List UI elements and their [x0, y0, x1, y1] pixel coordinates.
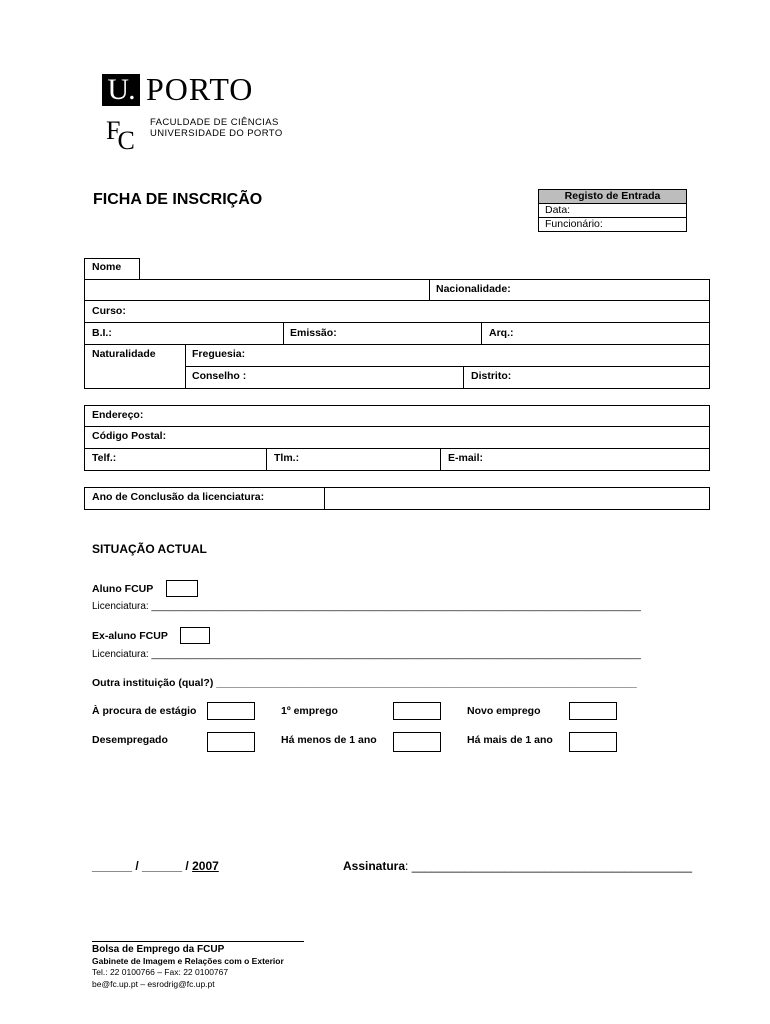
endereco-label: Endereço: [92, 409, 144, 421]
nome-label: Nome [92, 261, 122, 273]
conselho-label: Conselho : [192, 370, 247, 382]
email-label: E-mail: [448, 452, 484, 464]
desempregado-checkbox[interactable] [207, 732, 255, 752]
date-line[interactable] [92, 859, 219, 873]
date-year: 2007 [192, 859, 219, 873]
ex-aluno-fcup-label: Ex-aluno FCUP [92, 630, 168, 642]
aluno-fcup-label: Aluno FCUP [92, 583, 154, 595]
registo-funcionario-field[interactable]: Funcionário: [545, 218, 603, 230]
arq-label: Arq.: [489, 327, 514, 339]
primeiro-emprego-label: 1º emprego [281, 705, 338, 717]
telf-label: Telf.: [92, 452, 117, 464]
novo-emprego-label: Novo emprego [467, 705, 541, 717]
outra-instituicao-line[interactable]: Outra instituição (qual?) ________________________________________________________________________ [92, 677, 637, 689]
tlm-label: Tlm.: [274, 452, 300, 464]
distrito-label: Distrito: [471, 370, 512, 382]
procura-estagio-label: À procura de estágio [92, 705, 197, 717]
footer-phone: Tel.: 22 0100766 – Fax: 22 0100767 [92, 967, 229, 977]
logo-u-mark: U. [102, 74, 140, 106]
procura-estagio-checkbox[interactable] [207, 702, 255, 720]
signature-blank: : __________________________________________ [405, 859, 692, 873]
menos-1-ano-label: Há menos de 1 ano [281, 734, 377, 746]
nacionalidade-label: Nacionalidade: [436, 283, 511, 295]
registo-data-field[interactable]: Data: [539, 204, 686, 218]
licenciatura-line-1[interactable]: Licenciatura: ________________________________________________________________________________________ [92, 601, 641, 612]
logo-fc-c: C [117, 126, 135, 155]
logo-university-name: UNIVERSIDADE DO PORTO [150, 128, 283, 139]
date-blanks: ______ / ______ / [92, 859, 193, 873]
curso-label: Curso: [92, 305, 126, 317]
primeiro-emprego-checkbox[interactable] [393, 702, 441, 720]
logo-fc-f: F [106, 116, 121, 145]
conclusao-input[interactable] [326, 488, 707, 508]
emissao-label: Emissão: [290, 327, 337, 339]
freguesia-label: Freguesia: [192, 348, 246, 360]
logo-faculty-name: FACULDADE DE CIÊNCIAS [150, 117, 279, 128]
page-title: FICHA DE INSCRIÇÃO [93, 191, 263, 208]
registo-entrada-box [538, 189, 687, 232]
conclusao-label: Ano de Conclusão da licenciatura: [92, 491, 265, 503]
contact-grid [84, 405, 710, 471]
nome-input[interactable] [85, 280, 428, 300]
aluno-fcup-checkbox[interactable] [166, 580, 198, 597]
footer-email[interactable]: be@fc.up.pt – esrodrig@fc.up.pt [92, 979, 215, 989]
logo-fc-mark [106, 116, 135, 155]
registo-header: Registo de Entrada [539, 190, 686, 204]
footer-org: Bolsa de Emprego da FCUP [92, 944, 225, 955]
situacao-heading: SITUAÇÃO ACTUAL [92, 542, 207, 556]
naturalidade-label: Naturalidade [92, 348, 156, 360]
menos-1-ano-checkbox[interactable] [393, 732, 441, 752]
novo-emprego-checkbox[interactable] [569, 702, 617, 720]
codigo-postal-label: Código Postal: [92, 430, 167, 442]
logo-porto-text: PORTO [146, 71, 254, 107]
ex-aluno-fcup-checkbox[interactable] [180, 627, 210, 644]
bi-label: B.I.: [92, 327, 112, 339]
mais-1-ano-label: Há mais de 1 ano [467, 734, 553, 746]
footer-office: Gabinete de Imagem e Relações com o Exterior [92, 956, 284, 966]
signature-line[interactable] [343, 859, 692, 873]
mais-1-ano-checkbox[interactable] [569, 732, 617, 752]
desempregado-label: Desempregado [92, 734, 168, 746]
signature-label: Assinatura [343, 859, 406, 873]
footer-divider [92, 941, 304, 942]
licenciatura-line-2[interactable]: Licenciatura: ________________________________________________________________________________________ [92, 649, 641, 660]
